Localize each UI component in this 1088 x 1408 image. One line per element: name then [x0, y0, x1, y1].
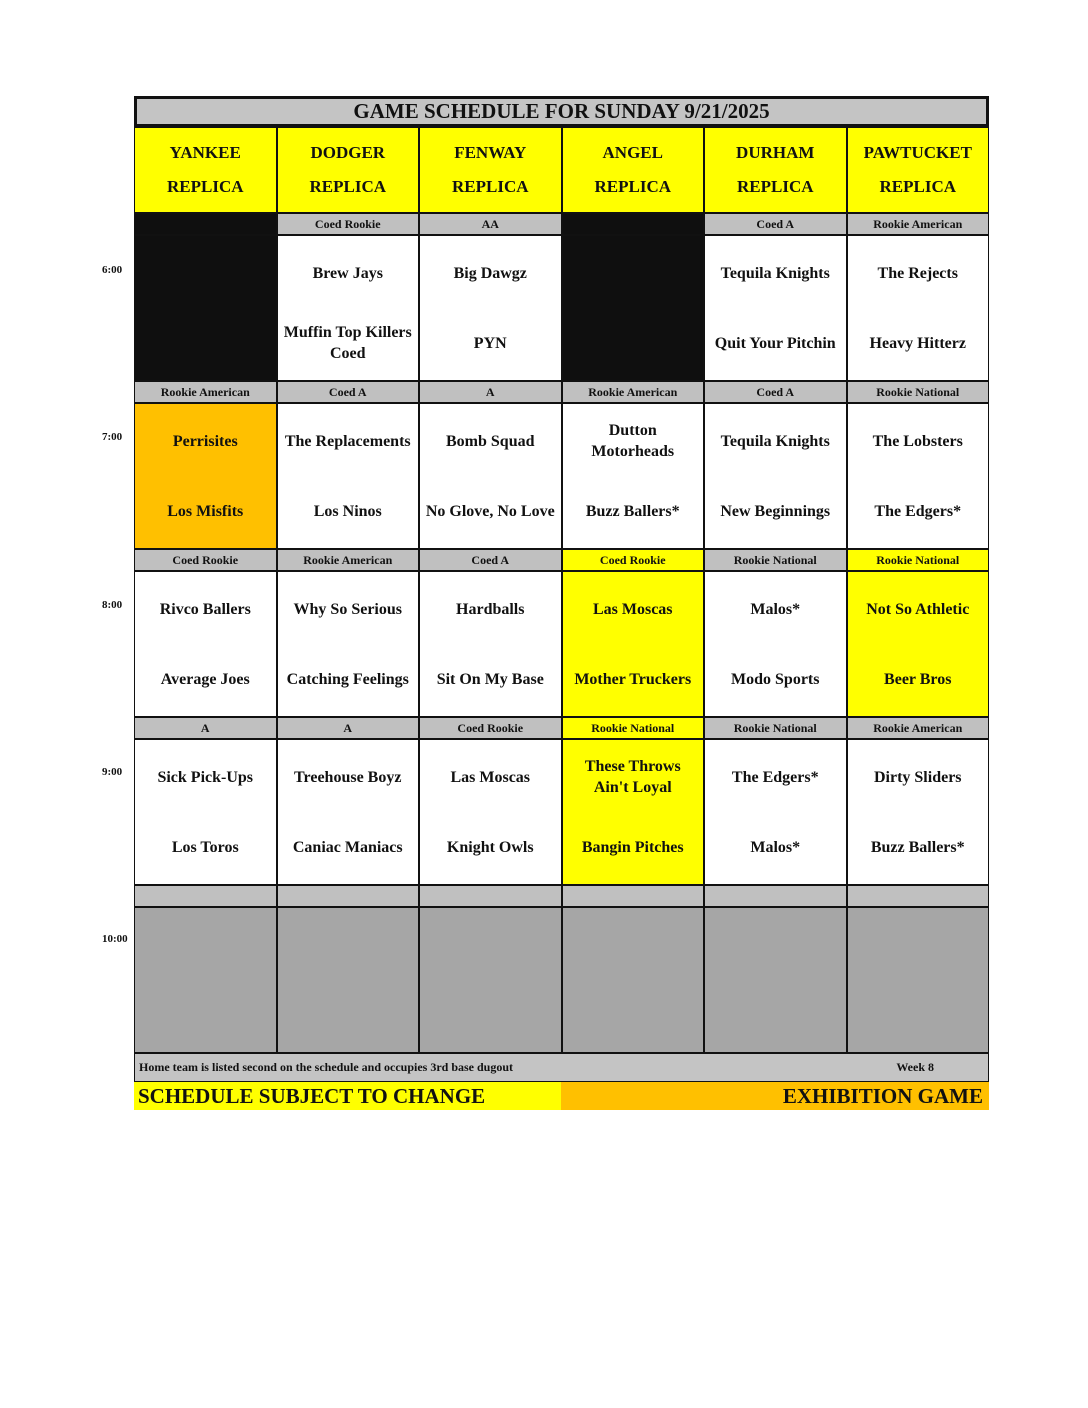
division-label [277, 885, 420, 907]
game-cell [847, 571, 990, 717]
home-team [850, 980, 987, 1050]
game-cell [562, 907, 705, 1053]
division-label: Rookie National [562, 717, 705, 739]
division-label: Coed A [277, 381, 420, 403]
game-cell [704, 571, 847, 717]
field-header-angel [562, 127, 705, 213]
home-team: Los Ninos [313, 502, 382, 520]
home-team [565, 980, 702, 1050]
field-name: DURHAM [736, 143, 815, 162]
game-cell [562, 739, 705, 885]
game-cell [277, 403, 420, 549]
division-row [134, 549, 989, 571]
home-team: Sit On My Base [436, 670, 544, 688]
game-cell [134, 235, 277, 381]
away-team [137, 910, 274, 980]
home-team: PYN [473, 334, 507, 352]
game-cell [847, 907, 990, 1053]
schedule-title: GAME SCHEDULE FOR SUNDAY 9/21/2025 [134, 96, 989, 127]
division-label [134, 213, 277, 235]
division-label [847, 885, 990, 907]
field-name: DODGER [310, 143, 386, 162]
field-type: REPLICA [451, 177, 529, 196]
field-name: FENWAY [454, 143, 527, 162]
time-label: 6:00 [102, 264, 123, 276]
home-team: Average Joes [160, 670, 250, 688]
division-label: Coed A [704, 381, 847, 403]
game-cell [562, 571, 705, 717]
away-team: Malos* [750, 600, 801, 618]
home-team [707, 980, 844, 1050]
away-team: Dutton Motorheads [591, 422, 675, 460]
game-cell [419, 403, 562, 549]
home-team: The Edgers* [874, 502, 962, 520]
home-team: Malos* [750, 838, 801, 856]
game-cell [134, 907, 277, 1053]
away-team: Sick Pick-Ups [157, 768, 254, 786]
home-team-note: Home team is listed second on the schedule and occupies 3rd base dugout [139, 1060, 514, 1074]
away-team: Why So Serious [293, 600, 402, 618]
game-cell [277, 235, 420, 381]
field-name: ANGEL [602, 143, 663, 162]
time-label: 10:00 [102, 933, 128, 945]
division-label: Rookie American [134, 381, 277, 403]
division-label: Rookie American [562, 381, 705, 403]
home-team: Mother Truckers [574, 670, 692, 688]
field-header-row [134, 127, 989, 213]
legend-subject-to-change: SCHEDULE SUBJECT TO CHANGE [134, 1082, 561, 1110]
away-team: The Replacements [284, 432, 411, 450]
field-header-durham [704, 127, 847, 213]
field-header-pawtucket [847, 127, 990, 213]
away-team: Perrisites [172, 432, 238, 450]
game-cell [562, 403, 705, 549]
game-row [134, 907, 989, 1053]
time-slots [134, 213, 989, 1053]
division-label: Coed Rookie [134, 549, 277, 571]
division-row [134, 213, 989, 235]
home-team: Beer Bros [884, 670, 952, 688]
division-label: Rookie National [847, 381, 990, 403]
home-team: Muffin Top Killers Coed [283, 324, 412, 362]
division-label: Coed Rookie [419, 717, 562, 739]
game-cell [704, 907, 847, 1053]
week-label: Week 8 [896, 1060, 934, 1074]
game-cell [419, 235, 562, 381]
away-team [565, 910, 702, 980]
away-team: Big Dawgz [453, 264, 527, 282]
home-team: Bangin Pitches [581, 838, 684, 856]
division-label: Rookie National [704, 717, 847, 739]
time-label: 8:00 [102, 599, 123, 611]
game-cell [277, 571, 420, 717]
game-cell [847, 403, 990, 549]
away-team: Not So Athletic [866, 600, 970, 618]
game-row [134, 571, 989, 717]
home-team: New Beginnings [720, 502, 831, 520]
division-label: Coed A [419, 549, 562, 571]
away-team [280, 910, 417, 980]
division-row [134, 717, 989, 739]
home-team: Buzz Ballers* [585, 502, 680, 520]
division-label: Coed Rookie [562, 549, 705, 571]
game-row [134, 235, 989, 381]
division-label [562, 213, 705, 235]
division-label: A [419, 381, 562, 403]
field-type: REPLICA [166, 177, 244, 196]
away-team: Tequila Knights [720, 432, 830, 450]
division-label [704, 885, 847, 907]
away-team: Rivco Ballers [159, 600, 251, 618]
game-cell [419, 571, 562, 717]
game-cell [134, 403, 277, 549]
away-team [137, 238, 274, 308]
away-team: Las Moscas [592, 600, 673, 618]
away-team [707, 910, 844, 980]
game-cell [419, 907, 562, 1053]
division-row [134, 885, 989, 907]
division-label [419, 885, 562, 907]
game-cell [562, 235, 705, 381]
home-team: No Glove, No Love [425, 502, 555, 520]
field-header-fenway [419, 127, 562, 213]
home-team: Los Toros [171, 838, 239, 856]
division-label: Rookie American [847, 213, 990, 235]
away-team [850, 910, 987, 980]
division-label: AA [419, 213, 562, 235]
game-row [134, 403, 989, 549]
home-team [280, 980, 417, 1050]
home-team: Quit Your Pitchin [714, 334, 836, 352]
division-label: Rookie National [847, 549, 990, 571]
game-cell [704, 403, 847, 549]
home-team [137, 980, 274, 1050]
away-team: Dirty Sliders [873, 768, 962, 786]
home-team [137, 308, 274, 378]
game-cell [134, 571, 277, 717]
legend-exhibition-game: EXHIBITION GAME [561, 1082, 989, 1110]
home-team: Catching Feelings [286, 670, 409, 688]
time-label: 9:00 [102, 766, 123, 778]
away-team: The Lobsters [872, 432, 963, 450]
away-team: These Throws Ain't Loyal [584, 758, 681, 796]
game-cell [277, 907, 420, 1053]
division-label: Rookie American [277, 549, 420, 571]
time-label: 7:00 [102, 431, 123, 443]
home-team: Buzz Ballers* [870, 838, 965, 856]
division-label [562, 885, 705, 907]
game-cell [847, 235, 990, 381]
division-label [134, 885, 277, 907]
field-type: REPLICA [594, 177, 671, 196]
away-team: Tequila Knights [720, 264, 830, 282]
division-label: A [134, 717, 277, 739]
home-team: Modo Sports [731, 670, 820, 688]
game-row [134, 739, 989, 885]
division-label: Coed Rookie [277, 213, 420, 235]
game-cell [704, 235, 847, 381]
away-team: The Edgers* [731, 768, 819, 786]
away-team [422, 910, 559, 980]
home-team: Heavy Hitterz [869, 334, 966, 352]
game-cell [419, 739, 562, 885]
legend-row [134, 1082, 989, 1110]
away-team: Treehouse Boyz [294, 768, 402, 786]
away-team: The Rejects [877, 264, 958, 282]
division-label: Rookie National [704, 549, 847, 571]
division-label: Rookie American [847, 717, 990, 739]
game-cell [277, 739, 420, 885]
field-type: REPLICA [736, 177, 814, 196]
schedule-table [134, 96, 989, 1110]
game-cell [847, 739, 990, 885]
field-type: REPLICA [309, 177, 386, 196]
home-team [422, 980, 559, 1050]
field-header-dodger [277, 127, 420, 213]
game-cell [134, 739, 277, 885]
away-team [565, 238, 702, 308]
home-team: Los Misfits [167, 502, 244, 520]
footnote-row [134, 1053, 989, 1082]
division-label: Coed A [704, 213, 847, 235]
away-team: Las Moscas [450, 768, 531, 786]
home-team: Knight Owls [446, 838, 534, 856]
field-type: REPLICA [879, 177, 956, 196]
away-team: Bomb Squad [446, 432, 535, 450]
home-team: Caniac Maniacs [292, 838, 403, 856]
division-row [134, 381, 989, 403]
field-header-yankee [134, 127, 277, 213]
field-name: YANKEE [169, 143, 241, 162]
game-cell [704, 739, 847, 885]
division-label: A [277, 717, 420, 739]
home-team [565, 308, 702, 378]
field-name: PAWTUCKET [863, 143, 972, 162]
away-team: Hardballs [456, 600, 525, 618]
away-team: Brew Jays [312, 264, 383, 282]
